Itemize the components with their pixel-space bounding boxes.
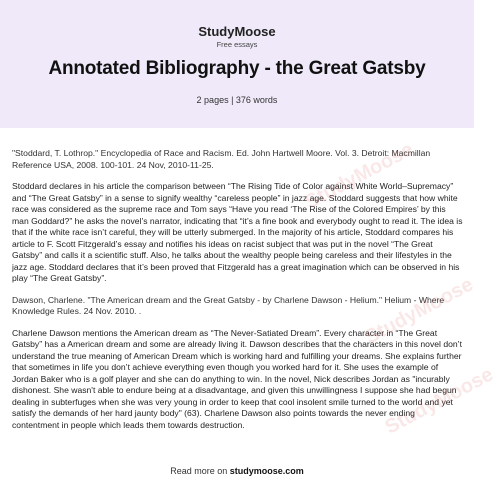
brand-logo[interactable]: StudyMoose [198,24,276,39]
watermark-logo: StudyMoose [361,273,477,349]
watermark-logo: StudyMoose [301,138,417,214]
citation-1: "Stoddard, T. Lothrop." Encyclopedia of Race and Racism. Ed. John Hartwell Moore. Vol. 3. Detroit: Macmillan Reference USA, 2008. 100-101. 24 Nov, 2010-11-25. [12,148,431,170]
essay-body [12,148,464,441]
brand-tagline: Free essays [216,40,258,49]
header-banner [0,0,474,128]
annotation-2: Charlene Dawson mentions the American dream as “The Never-Satiated Dream”. Every character in “The Great Gatsby” has a American dream and some are already living it. Dawson describes that the characters in this novel don’t understand the true meaning of American Dream which is working hard and fulfilling your dreams. She explains further that sometimes in life you don’t achieve everything even though you worked hard for it. She uses the example of Jordan Baker who is a golf player and she can do anything to win. In the novel, Nick describes Jordan as "incurably dishonest. She wasn't able to endure being at a disadvantage, and given this unwillingness I suppose she had begun dealing in subterfuges when she was very young in order to keep that cool insolent smile turned to the world and yet satisfy the demands of her hard jaunty body" (63). Charlene Dawson also points towards the never ending contentment in people which leads them towards destruction. [12,327,462,430]
footer-prefix: Read more on [170,466,230,476]
footer [0,466,474,480]
annotation-1: Stoddard declares in his article the comparison between “The Rising Tide of Color against White World–Supremacy” and “The Great Gatsby” in a sense to signify wealthy “careless people” in jazz age. Stoddard suggests that how white race was considered as the supreme race and Tom says “Have you read ‘The Rise of the Colored Empires’ by this man Goddard?” he asks the novel’s narrator, indicating that “it’s a fine book and everybody ought to read it. The idea is that if the white race isn’t careful, they will be utterly submerged. In the majority of his article, Stoddard compares his article to F. Scott Fitzgerald’s essay and notifies his ideas on racist subject that was put in the novel “The Great Gatsby” and calls it a scientific stuff. Also, he talks about the wealthy people being careless and their lifestyles in the jazz age. Stoddard declares that it’s been proved that Fitzgerald has a great imagination which can be observed in his play “The Great Gatsby”. [12,181,463,283]
page-meta: 2 pages | 376 words [196,95,278,105]
citation-2: Dawson, Charlene. "The American dream and the Great Gatsby - by Charlene Dawson - Helium." Helium - Where Knowledge Rules. 24 Nov. 2010. . [12,294,445,316]
watermark-logo: StudyMoose [381,363,497,439]
page-title: Annotated Bibliography - the Great Gatsby [48,58,426,79]
footer-link[interactable]: studymoose.com [229,466,304,476]
